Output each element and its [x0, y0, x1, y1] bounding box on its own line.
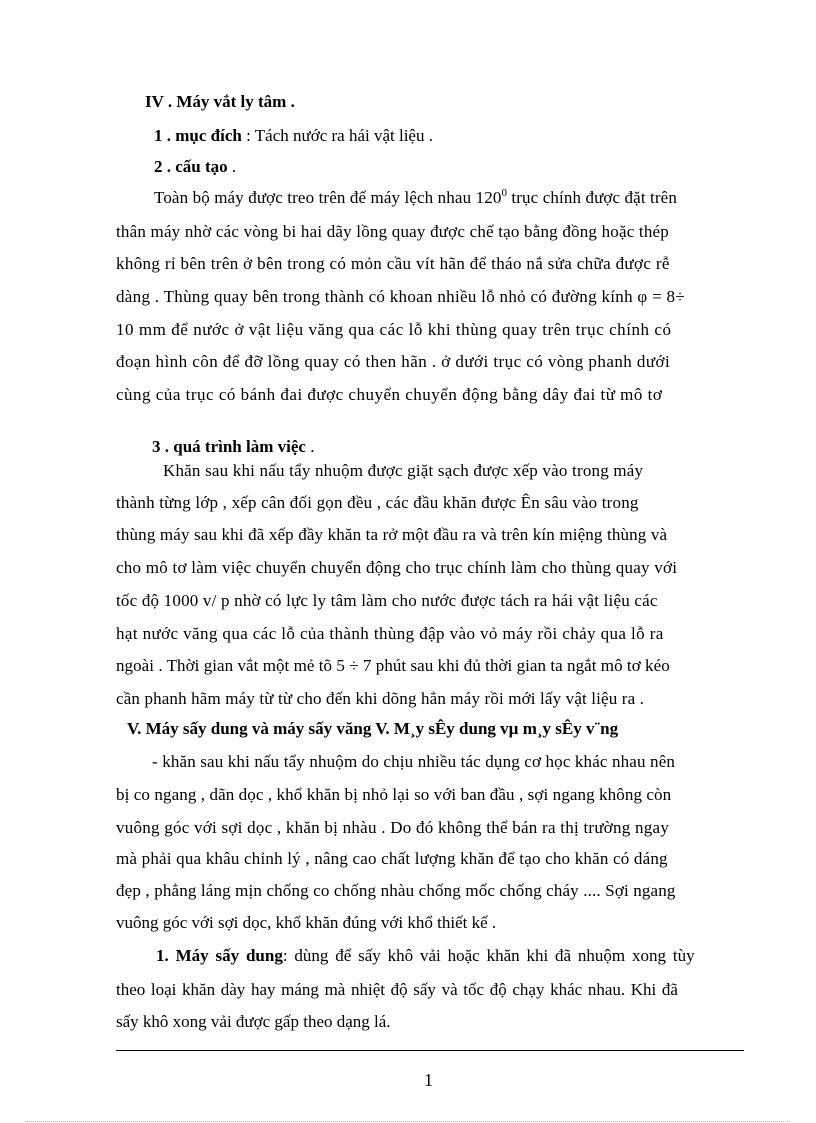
process-heading [152, 437, 314, 457]
intro-line: mà phải qua khâu chỉnh lý , nâng cao chất lượng khăn để tạo cho khăn có dáng [116, 849, 668, 868]
intro-line: bị co ngang , dãn dọc , khổ khăn bị nhỏ lại so với ban đầu , sợi ngang không còn [116, 785, 672, 804]
structure-line: cùng của trục có bánh đai được chuyển chuyển động bằng dây đai từ mô tơ [116, 385, 663, 404]
structure-line: đoạn hình côn để đỡ lồng quay có then hãn . ở dưới trục có vòng phanh dưới [116, 352, 671, 371]
intro-line: vuông góc với sợi dọc, khổ khăn đúng với khổ thiết kế . [116, 913, 497, 932]
structure-line: thân máy nhờ các vòng bi hai dãy lồng quay được chế tạo bằng đồng hoặc thép [116, 222, 669, 241]
section-5-heading: V. Máy sấy dung và máy sấy văng V. M¸y sÊy dung vµ m¸y sÊy v¨ng [127, 719, 619, 738]
structure-line: 10 mm để nước ở vật liệu văng qua các lỗ khi thùng quay trên trục chính có [116, 320, 672, 339]
structure-line-1-text: Toàn bộ máy được treo trên đế máy lệch nhau 120 [154, 188, 502, 207]
purpose-text: : Tách nước ra hái vật liệu . [241, 126, 433, 145]
degree-superscript: 0 [501, 187, 508, 199]
structure-line: không rỉ bên trên ở bên trong có mỏn cầu vít hãn để tháo nắ sửa chữa được rễ [116, 254, 670, 273]
process-line: thùng máy sau khi đã xếp đầy khăn ta rở một đầu ra và trên kín miệng thùng và [116, 525, 668, 544]
dryer-line-1 [156, 946, 695, 966]
process-label: 3 . quá trình làm việc [152, 437, 306, 456]
dryer-line: theo loại khăn dày hay máng mà nhiệt độ sấy và tốc độ chạy khác nhau. Khi đã [116, 980, 678, 999]
intro-line: đẹp , phẳng láng mịn chống co chống nhàu chống mốc chống cháy .... Sợi ngang [116, 881, 676, 900]
purpose-paragraph [154, 126, 433, 146]
structure-heading-tail: . [227, 157, 237, 176]
footer-rule [116, 1050, 744, 1051]
dryer-label: 1. Máy sấy dung [156, 946, 283, 965]
process-heading-tail: . [305, 437, 315, 456]
dryer-line-1-text: : dùng để sấy khô vải hoặc khăn khi đã nhuộm xong tùy [282, 946, 695, 965]
structure-line: dàng . Thùng quay bên trong thành có khoan nhiều lỗ nhỏ có đường kính φ = 8÷ [116, 287, 685, 306]
page-number: 1 [424, 1070, 433, 1090]
process-line: tốc độ 1000 v/ p nhờ có lực ly tâm làm cho nước được tách ra hái vật liệu các [116, 591, 658, 610]
dryer-line: sấy khô xong vải được gấp theo dạng lá. [116, 1012, 391, 1031]
structure-label: 2 . cấu tạo [154, 157, 228, 176]
process-line: hạt nước văng qua các lỗ của thành thùng đập vào vỏ máy rồi chảy qua lỗ ra [116, 624, 664, 643]
intro-line: vuông góc với sợi dọc , khăn bị nhàu . Do đó không thể bán ra thị trường ngay [116, 818, 670, 837]
process-line: cần phanh hãm máy từ từ cho đến khi dõng hẳn máy rồi mới lấy vật liệu ra . [116, 689, 645, 708]
structure-line-1-rest: trục chính được đặt trên [507, 188, 677, 207]
process-line: ngoài . Thời gian vắt một mẻ tõ 5 ÷ 7 phút sau khi đủ thời gian ta ngắt mô tơ kéo [116, 656, 670, 675]
structure-line-1 [154, 188, 677, 208]
intro-line: - khăn sau khi nấu tẩy nhuộm do chịu nhiều tác dụng cơ học khác nhau nên [152, 752, 676, 771]
process-line: cho mô tơ làm việc chuyển chuyển động cho trục chính làm cho thùng quay với [116, 558, 678, 577]
section-4-heading: IV . Máy vắt ly tâm . [145, 92, 295, 111]
process-line: thành từng lớp , xếp cân đối gọn đều , các đầu khăn được Ên sâu vào trong [116, 493, 639, 512]
process-line: Khăn sau khi nấu tẩy nhuộm được giặt sạch được xếp vào trong máy [163, 461, 644, 480]
structure-heading [154, 157, 236, 177]
purpose-label: 1 . mục đích [154, 126, 242, 145]
page-bottom-border [26, 1121, 790, 1122]
